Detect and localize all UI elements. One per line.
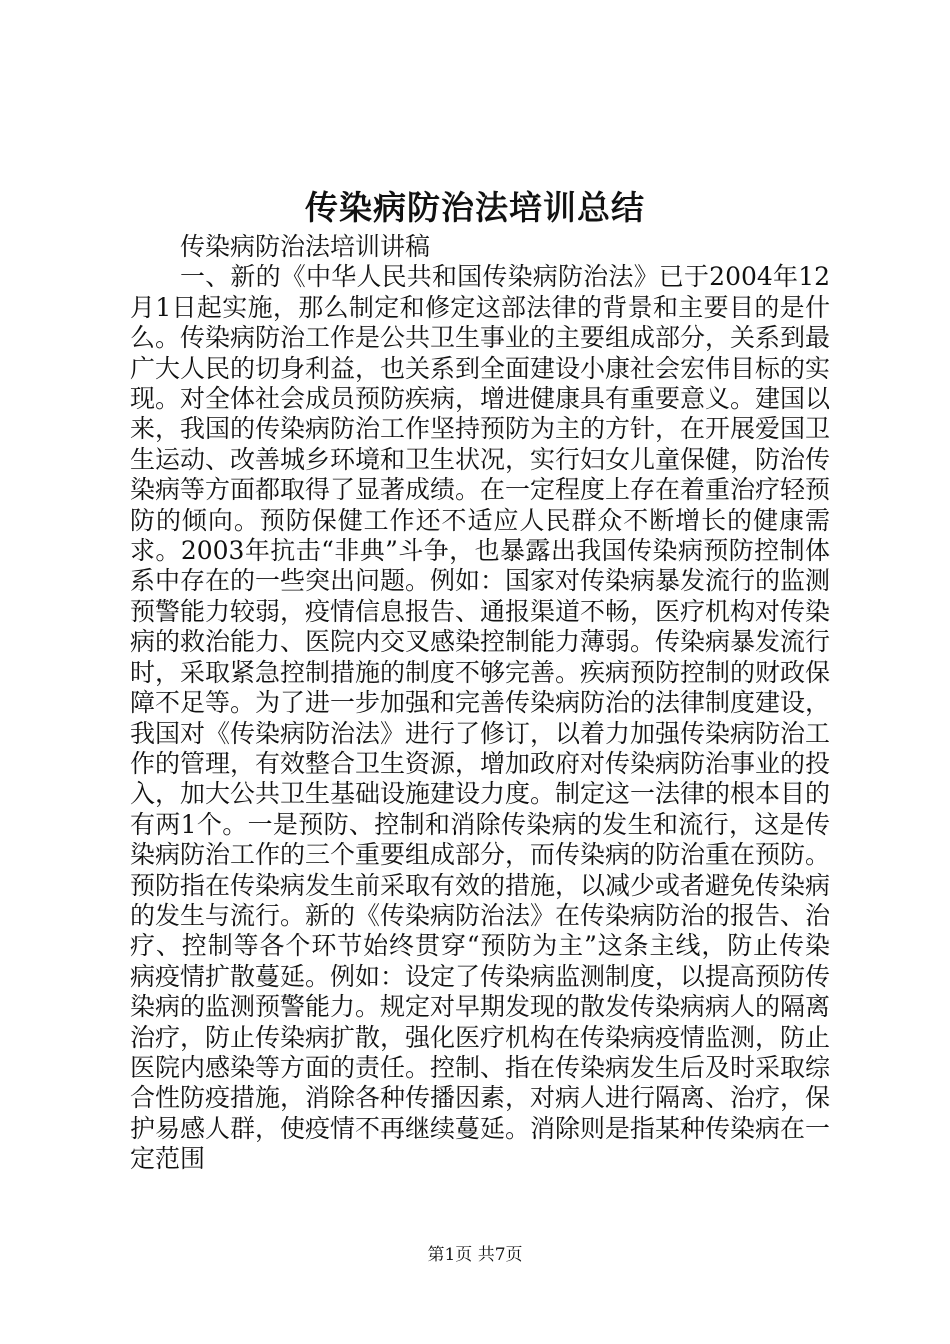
body-paragraph: 一、新的《中华人民共和国传染病防治法》已于2004年12月1日起实施，那么制定和修定这部法律的背景和主要目的是什么。传染病防治工作是公共卫生事业的主要组成部分，关系到最广大人民的切身利益，也关系到全面建设小康社会宏伟目标的实现。对全体社会成员预防疾病，增进健康具有重要意义。建国以来，我国的传染病防治工作坚持预防为主的方针，在开展爱国卫生运动、改善城乡环境和卫生状况，实行妇女儿童保健，防治传染病等方面都取得了显著成绩。在一定程度上存在着重治疗轻预防的倾向。预防保健工作还不适应人民群众不断增长的健康需求。2003年抗击“非典”斗争，也暴露出我国传染病预防控制体系中存在的一些突出问题。例如：国家对传染病暴发流行的监测预警能力较弱，疫情信息报告、通报渠道不畅，医疗机构对传染病的救治能力、医院内交叉感染控制能力薄弱。传染病暴发流行时，采取紧急控制措施的制度不够完善。疾病预防控制的财政保障不足等。为了进一步加强和完善传染病防治的法律制度建设，我国对《传染病防治法》进行了修订，以着力加强传染病防治工作的管理，有效整合卫生资源，增加政府对传染病防治事业的投入，加大公共卫生基础设施建设力度。制定这一法律的根本目的有两1个。一是预防、控制和消除传染病的发生和流行，这是传染病防治工作的三个重要组成部分，而传染病的防治重在预防。预防指在传染病发生前采取有效的措施，以减少或者避免传染病的发生与流行。新的《传染病防治法》在传染病防治的报告、治疗、控制等各个环节始终贯穿“预防为主”这条主线，防止传染病疫情扩散蔓延。例如：设定了传染病监测制度，以提高预防传染病的监测预警能力。规定对早期发现的散发传染病病人的隔离治疗，防止传染病扩散，强化医疗机构在传染病疫情监测，防止医院内感染等方面的责任。控制、指在传染病发生后及时采取综合性防疫措施，消除各种传播因素，对病人进行隔离、治疗，保护易感人群，使疫情不再继续蔓延。消除则是指某种传染病在一定范围 bbox=[130, 262, 831, 1174]
page-footer: 第1页 共7页 bbox=[427, 1245, 523, 1265]
document-title: 传染病防治法培训总结 bbox=[305, 188, 645, 227]
document-body bbox=[130, 232, 830, 1175]
document-subtitle: 传染病防治法培训讲稿 bbox=[180, 232, 431, 261]
